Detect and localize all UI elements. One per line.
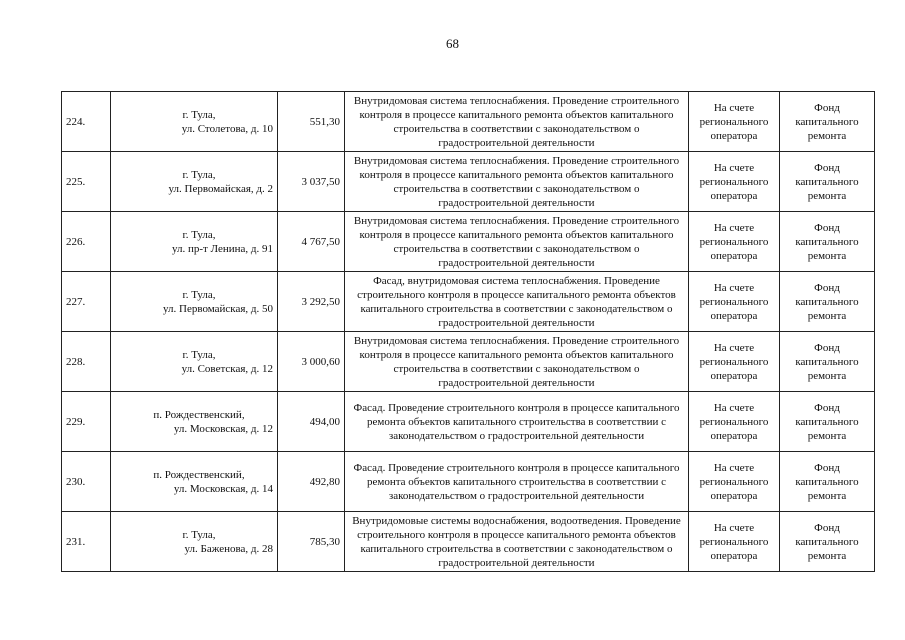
table-row: [62, 92, 875, 152]
address-cell: [111, 212, 278, 272]
account-type-cell: На счете регионального оператора: [689, 212, 780, 272]
funding-source-cell: Фонд капитального ремонта: [780, 92, 875, 152]
row-number-cell: 227.: [62, 272, 111, 332]
table-row: [62, 332, 875, 392]
address-locality: г. Тула,: [182, 168, 216, 181]
account-type-cell: На счете регионального оператора: [689, 92, 780, 152]
address-locality: г. Тула,: [182, 288, 216, 301]
address-street: ул. Баженова, д. 28: [184, 542, 273, 555]
cost-cell: 785,30: [278, 512, 345, 572]
cost-cell: 3 037,50: [278, 152, 345, 212]
account-type-cell: На счете регионального оператора: [689, 332, 780, 392]
row-number-cell: 229.: [62, 392, 111, 452]
table-row: [62, 152, 875, 212]
work-description-cell: Внутридомовая система теплоснабжения. Проведение строительного контроля в процессе капитального ремонта объектов капитального строительства в соответствии с законодательством о градостроительной деятельности: [345, 92, 689, 152]
address-locality: г. Тула,: [182, 108, 216, 121]
page-number: 68: [446, 36, 459, 51]
address-cell: [111, 152, 278, 212]
table-row: [62, 512, 875, 572]
cost-cell: 494,00: [278, 392, 345, 452]
table-row: [62, 392, 875, 452]
work-description-cell: Внутридомовая система теплоснабжения. Проведение строительного контроля в процессе капитального ремонта объектов капитального строительства в соответствии с законодательством о градостроительной деятельности: [345, 152, 689, 212]
table-row: [62, 452, 875, 512]
table-row: [62, 212, 875, 272]
address-cell: [111, 452, 278, 512]
address-street: ул. Первомайская, д. 50: [163, 302, 273, 315]
address-cell: [111, 332, 278, 392]
address-street: ул. пр-т Ленина, д. 91: [171, 242, 273, 255]
cost-cell: 4 767,50: [278, 212, 345, 272]
address-street: ул. Первомайская, д. 2: [168, 182, 273, 195]
funding-source-cell: Фонд капитального ремонта: [780, 452, 875, 512]
address-cell: [111, 272, 278, 332]
funding-source-cell: Фонд капитального ремонта: [780, 392, 875, 452]
address-locality: г. Тула,: [182, 528, 216, 541]
account-type-cell: На счете регионального оператора: [689, 452, 780, 512]
address-street: ул. Столетова, д. 10: [181, 122, 273, 135]
funding-source-cell: Фонд капитального ремонта: [780, 272, 875, 332]
work-description-cell: Внутридомовая система теплоснабжения. Проведение строительного контроля в процессе капитального ремонта объектов капитального строительства в соответствии с законодательством о градостроительной деятельности: [345, 332, 689, 392]
funding-source-cell: Фонд капитального ремонта: [780, 212, 875, 272]
funding-source-cell: Фонд капитального ремонта: [780, 332, 875, 392]
repair-registry-table: [61, 91, 875, 572]
account-type-cell: На счете регионального оператора: [689, 272, 780, 332]
address-street: ул. Московская, д. 14: [173, 482, 273, 495]
row-number-cell: 228.: [62, 332, 111, 392]
address-locality: г. Тула,: [182, 348, 216, 361]
address-cell: [111, 512, 278, 572]
row-number-cell: 231.: [62, 512, 111, 572]
row-number-cell: 230.: [62, 452, 111, 512]
table-row: [62, 272, 875, 332]
work-description-cell: Внутридомовые системы водоснабжения, водоотведения. Проведение строительного контроля в процессе капитального ремонта объектов капитального строительства в соответствии с законодательством о градостроительной деятельности: [345, 512, 689, 572]
table-body: [62, 92, 875, 572]
work-description-cell: Фасад, внутридомовая система теплоснабжения. Проведение строительного контроля в процессе капитального ремонта объектов капитального строительства в соответствии с законодательством о градостроительной деятельности: [345, 272, 689, 332]
row-number-cell: 224.: [62, 92, 111, 152]
address-locality: п. Рождественский,: [153, 408, 245, 421]
funding-source-cell: Фонд капитального ремонта: [780, 512, 875, 572]
cost-cell: 3 292,50: [278, 272, 345, 332]
address-locality: г. Тула,: [182, 228, 216, 241]
address-street: ул. Московская, д. 12: [173, 422, 273, 435]
address-locality: п. Рождественский,: [153, 468, 245, 481]
account-type-cell: На счете регионального оператора: [689, 512, 780, 572]
account-type-cell: На счете регионального оператора: [689, 152, 780, 212]
row-number-cell: 225.: [62, 152, 111, 212]
row-number-cell: 226.: [62, 212, 111, 272]
cost-cell: 492,80: [278, 452, 345, 512]
address-cell: [111, 92, 278, 152]
work-description-cell: Внутридомовая система теплоснабжения. Проведение строительного контроля в процессе капитального ремонта объектов капитального строительства в соответствии с законодательством о градостроительной деятельности: [345, 212, 689, 272]
work-description-cell: Фасад. Проведение строительного контроля в процессе капитального ремонта объектов капитального строительства в соответствии с законодательством о градостроительной деятельности: [345, 392, 689, 452]
cost-cell: 551,30: [278, 92, 345, 152]
cost-cell: 3 000,60: [278, 332, 345, 392]
account-type-cell: На счете регионального оператора: [689, 392, 780, 452]
funding-source-cell: Фонд капитального ремонта: [780, 152, 875, 212]
address-cell: [111, 392, 278, 452]
address-street: ул. Советская, д. 12: [181, 362, 273, 375]
work-description-cell: Фасад. Проведение строительного контроля в процессе капитального ремонта объектов капитального строительства в соответствии с законодательством о градостроительной деятельности: [345, 452, 689, 512]
